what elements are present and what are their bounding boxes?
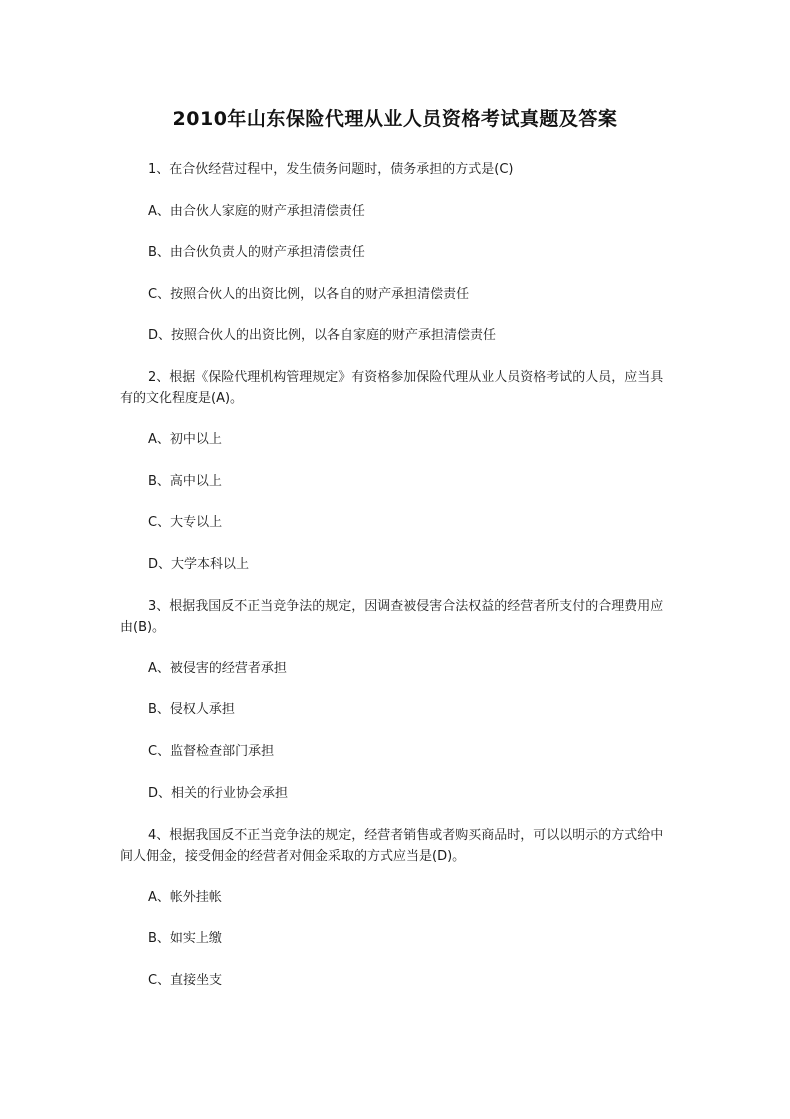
question-1-stem-text: 1、在合伙经营过程中，发生债务问题时，债务承担的方式是(C) xyxy=(148,162,514,177)
question-1-option-b: B、由合伙负责人的财产承担清偿责任 xyxy=(148,245,365,260)
question-4-stem xyxy=(120,825,665,867)
page-title: 2010年山东保险代理从业人员资格考试真题及答案 xyxy=(172,108,618,130)
question-1-option-d: D、按照合伙人的出资比例，以各自家庭的财产承担清偿责任 xyxy=(148,328,497,343)
question-1-option-a: A、由合伙人家庭的财产承担清偿责任 xyxy=(148,204,365,219)
question-3-stem-text: 3、根据我国反不正当竞争法的规定，因调查被侵害合法权益的经营者所支付的合理费用应由(B)。 xyxy=(120,599,664,635)
question-4-stem-text: 4、根据我国反不正当竞争法的规定，经营者销售或者购买商品时，可以以明示的方式给中间人佣金，接受佣金的经营者对佣金采取的方式应当是(D)。 xyxy=(120,828,664,864)
question-2-stem-text: 2、根据《保险代理机构管理规定》有资格参加保险代理从业人员资格考试的人员，应当具有的文化程度是(A)。 xyxy=(120,370,664,406)
question-4-option-a: A、帐外挂帐 xyxy=(148,890,222,905)
question-2-option-c: C、大专以上 xyxy=(148,515,223,530)
question-2-stem xyxy=(120,367,665,409)
question-2-option-d: D、大学本科以上 xyxy=(148,557,250,572)
question-2-option-a: A、初中以上 xyxy=(148,432,222,447)
question-1-stem xyxy=(120,159,665,180)
question-3-option-a: A、被侵害的经营者承担 xyxy=(148,661,287,676)
question-1-option-c: C、按照合伙人的出资比例，以各自的财产承担清偿责任 xyxy=(148,287,470,302)
question-3-option-d: D、相关的行业协会承担 xyxy=(148,786,289,801)
question-4-option-b: B、如实上缴 xyxy=(148,931,222,946)
question-4-option-c: C、直接坐支 xyxy=(148,973,223,988)
question-3-stem xyxy=(120,596,665,638)
question-2-option-b: B、高中以上 xyxy=(148,474,222,489)
question-3-option-b: B、侵权人承担 xyxy=(148,702,235,717)
question-3-option-c: C、监督检查部门承担 xyxy=(148,744,275,759)
